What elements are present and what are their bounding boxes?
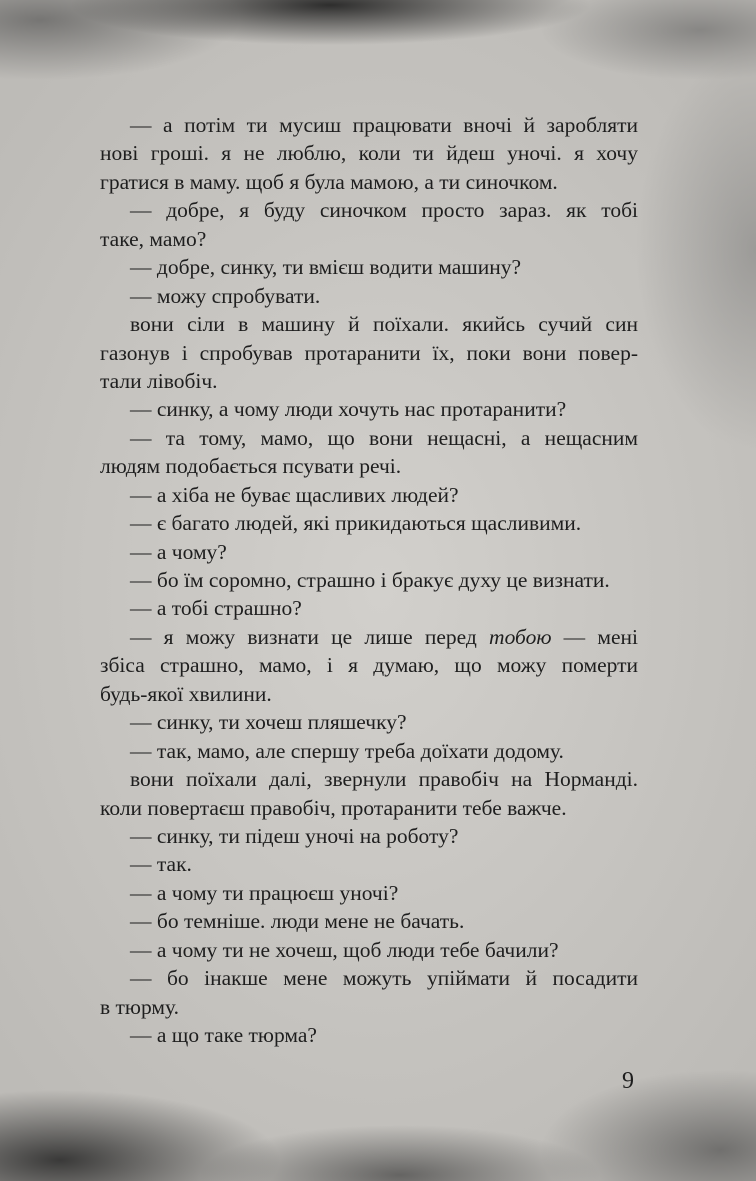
text-line: — а що таке тюрма? [130,1023,317,1047]
italic-emphasis: тобою [489,624,552,649]
text-line: в тюрму. [100,994,179,1019]
text-line: — можу спробувати. [130,283,321,308]
text-line: — добре, синку, ти вмієш водити машину? [130,255,522,280]
text-line: — а тобі страшно? [130,596,302,621]
text-line: таке, мамо? [100,226,207,251]
text-line [100,623,638,651]
text-line: — так, мамо, але спершу треба доїхати додому. [130,738,564,763]
page-number: 9 [622,1068,634,1094]
text-line: вони сіли в машину й поїхали. якийсь сучий син [130,312,638,337]
text-line: — а потім ти мусиш працювати вночі й заробляти [130,113,638,137]
text-line: нові гроші. я не люблю, коли ти йдеш уночі. я хочу [100,141,638,166]
text-line: вони поїхали далі, звернули правобіч на Норманді. [130,767,638,792]
text-line: гратися в маму. щоб я була мамою, а ти синочком. [100,169,558,194]
text-line: — а хіба не буває щасливих людей? [130,482,459,507]
text-line: — бо їм соромно, страшно і бракує духу це визнати. [130,568,610,592]
text-line: — так. [130,852,192,877]
text-line: тали лівобіч. [100,368,218,393]
text-line: — та тому, мамо, що вони нещасні, а нещасним [130,425,638,450]
text-line: — синку, ти хочеш пляшечку? [130,710,407,735]
text-line: — добре, я буду синочком просто зараз. як тобі [130,198,638,223]
text-segment: — я можу визнати це лише перед [130,624,490,649]
text-line: — а чому? [130,539,227,564]
text-line: — є багато людей, які прикидаються щасливими. [130,511,582,536]
page-body-text [100,111,638,1049]
text-line: — синку, ти підеш уночі на роботу? [130,823,459,848]
text-line: коли повертаєш правобіч, протаранити тебе важче. [100,795,567,820]
text-line: — а чому ти не хочеш, щоб люди тебе бачили? [130,937,559,962]
text-line: — бо темніше. люди мене не бачать. [130,909,465,934]
text-line: — а чому ти працюєш уночі? [130,880,399,905]
text-segment: — мені [551,624,638,649]
text-line: газонув і спробував протаранити їх, поки вони повер- [100,340,638,365]
text-line: — бо інакше мене можуть упіймати й посадити [130,966,638,991]
text-line: збіса страшно, мамо, і я думаю, що можу померти [100,653,638,678]
text-line: — синку, а чому люди хочуть нас протаранити? [130,397,567,422]
text-line: людям подобається псувати речі. [100,454,402,479]
text-line: будь-якої хвилини. [100,681,272,706]
